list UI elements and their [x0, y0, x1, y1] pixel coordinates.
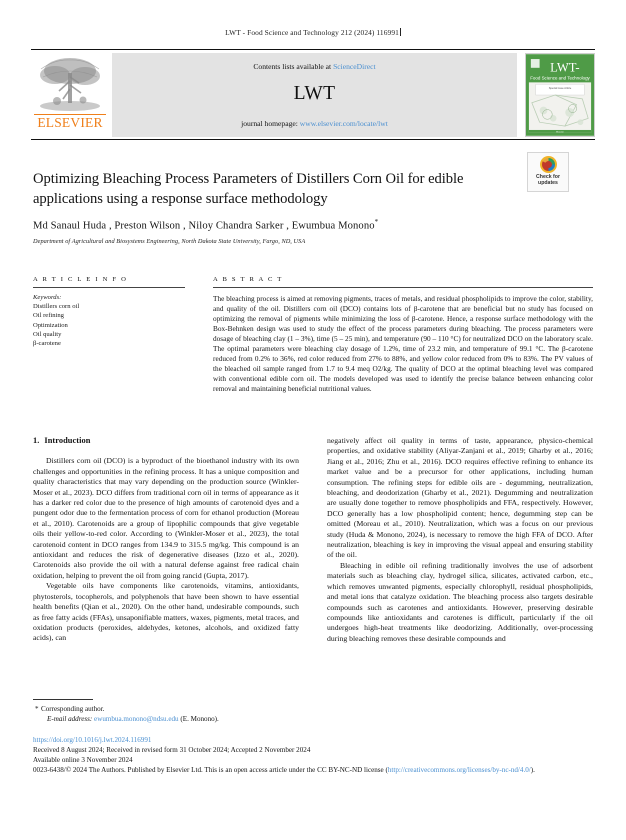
journal-cover-image — [526, 54, 594, 136]
copyright-line — [33, 765, 593, 775]
copyright-suffix: ). — [530, 766, 535, 775]
publication-metadata — [33, 735, 593, 776]
author-list — [33, 218, 573, 232]
available-online: Available online 3 November 2024 — [33, 756, 133, 765]
journal-banner — [31, 53, 595, 137]
elsevier-logo — [31, 53, 109, 137]
corresponding-author-note — [33, 704, 593, 714]
contents-prefix: Contents lists available at — [253, 62, 334, 71]
paragraph: Vegetable oils have components like carotenoids, vitamins, antioxidants, phytosterols, tocopherols, and polyphenols that have been shown to have essential health benefits (Qian et al., 2020). On the other hand, undesirable compounds, such as free fatty acids (FFAs), unsaponifiable matters, waxes, pigments, metal traces, and oxidation products (peroxides, aldehydes, ketones, alcohols, and oxidized fatty acids), can — [33, 581, 299, 643]
paragraph: Bleaching in edible oil refining traditionally involves the use of adsorbent materials such as bleaching clay, hydrogel silica, silicates, activated carbon, etc., which removes unwanted pigments, especially chlorophyll, residual phospholipids, and metal ions that catalyze oxidation. The bleaching process also targets desirable compounds such as carotenes and antioxidants. However, preserving desirable compounds like antioxidants and carotenes is difficult, particularly if the oil undergoes high-heat treatments like deodorizing. Additionally, over-processing during bleaching removes these desirable compounds and — [327, 560, 593, 643]
body-column-right — [327, 436, 593, 644]
corresponding-author-text: Corresponding author. — [41, 705, 105, 713]
abstract-column — [213, 276, 593, 394]
article-info-rule — [33, 287, 185, 288]
elsevier-wordmark: ELSEVIER — [37, 115, 103, 130]
abstract-rule — [213, 287, 593, 288]
paragraph: Distillers corn oil (DCO) is a byproduct of the bioethanol industry with its own challenges and opportunities in the refining process. It has a unique composition and quality characteristics that may vary depending on the production source (Winkler-Moser et al., 2023). DCO differs from traditional corn oil in terms of appearance as it has a darker red color due to the presence of high amounts of carotenoid dyes and a pungent odor due to the fermentation process of corn for ethanol production (Moreau et al., 2010). Carotenoids are a group of lipophilic compounds that give vegetable oils their yellow-to-red color. According to (Winkler-Moser et al., 2023), the total carotenoid content in DCO ranges from 134.9 to 315.5 mg/kg. This compound is an antioxidant and reduces the risk of degenerative diseases (Izzo et al., 2020). Carotenoids also provide the oil with a natural defense against free radical chain oxidation, helping to prevent the oil from going rancid (Gupta, 2017). — [33, 456, 299, 580]
svg-text:LWT-: LWT- — [550, 60, 580, 75]
journal-banner-center — [112, 53, 517, 137]
svg-text:Elsevier: Elsevier — [556, 131, 564, 134]
body-columns — [33, 436, 593, 711]
article-info-column — [33, 276, 185, 348]
crossmark-line1: Check for — [536, 174, 560, 180]
keywords-block — [33, 293, 185, 348]
affiliation: Department of Agricultural and Biosystems Engineering, North Dakota State University, Fargo, ND, USA — [33, 238, 306, 245]
footnote-star: * — [35, 705, 39, 713]
svg-text:Special Issue Article: Special Issue Article — [548, 87, 572, 91]
page-footer — [33, 704, 593, 776]
copyright-text: 0023-6438/© 2024 The Authors. Published by Elsevier Ltd. This is an open access article under the CC BY-NC-ND license ( — [33, 766, 388, 775]
keyword-item: Oil refining — [33, 312, 64, 320]
elsevier-tree-icon — [35, 55, 105, 117]
crossmark-line2: updates — [538, 180, 558, 186]
journal-cover-thumbnail — [525, 53, 595, 137]
section-heading — [33, 436, 299, 446]
keyword-item: Optimization — [33, 321, 68, 329]
running-head-text: LWT - Food Science and Technology 212 (2024) 116991 — [225, 28, 399, 37]
keyword-item: Oil quality — [33, 330, 62, 338]
paragraph: negatively affect oil quality in terms of taste, appearance, physico-chemical properties, and oxidative stability (Aliyar-Zanjani et al., 2019; Gharby et al., 2016; Jiang et al., 2016; Zhu et al., 2016). DCO requires effective refining to enhance its market value and be a precursor for other applications, including human consumption. The refining steps for edible oils are - degumming, neutralization, bleaching, and deodorization (Gharby et al., 2021). Degumming and neutralization are usually done together to remove phospholipids and FFA, respectively. However, DCO generally has a low phospholipid content; hence, degumming step can be omitted (Moreau et al., 2010). Neutralization, which was a focus on our previous study (Huda & Monono, 2024), is necessary to remove the high FFA of DCO. After neutralization, bleaching is key in improving the visual appeal and ensuring stability of the oil. — [327, 436, 593, 560]
email-link[interactable]: ewumbua.monono@ndsu.edu — [94, 715, 179, 724]
email-suffix: (E. Monono). — [180, 715, 219, 724]
keyword-item: Distillers corn oil — [33, 303, 80, 311]
svg-text:Food Science and Technology: Food Science and Technology — [530, 75, 590, 81]
email-label: E-mail address: — [47, 715, 93, 724]
journal-name: LWT — [293, 83, 336, 104]
journal-homepage-link[interactable]: www.elsevier.com/locate/lwt — [299, 119, 388, 128]
license-link[interactable]: http://creativecommons.org/licenses/by-nc-nd/4.0/ — [387, 766, 531, 775]
corresponding-author-marker: * — [374, 218, 379, 226]
homepage-prefix: journal homepage: — [241, 119, 300, 128]
crossmark-badge[interactable] — [527, 152, 569, 192]
author-names: Md Sanaul Huda , Preston Wilson , Niloy Chandra Sarker , Ewumbua Monono — [33, 220, 375, 232]
text-cursor — [400, 28, 401, 36]
footnote-rule — [33, 699, 93, 700]
email-line — [47, 714, 593, 724]
article-info-heading: A R T I C L E I N F O — [33, 276, 128, 283]
keywords-label: Keywords: — [33, 294, 62, 301]
sciencedirect-link[interactable]: ScienceDirect — [333, 62, 376, 71]
received-dates: Received 8 August 2024; Received in revised form 31 October 2024; Accepted 2 November 2024 — [33, 745, 311, 754]
running-head — [0, 28, 626, 37]
abstract-heading: A B S T R A C T — [213, 276, 284, 283]
keyword-item: β-carotene — [33, 340, 61, 348]
journal-homepage-line — [112, 119, 517, 128]
header-rule-top — [31, 49, 595, 50]
page-title: Optimizing Bleaching Process Parameters of Distillers Corn Oil for edible applications using a response surface methodology — [33, 171, 464, 207]
section-number: 1. — [33, 436, 40, 445]
contents-line — [112, 62, 517, 71]
body-column-left — [33, 436, 299, 644]
section-title: Introduction — [44, 436, 91, 445]
header-rule-bottom — [31, 139, 595, 140]
abstract-text: The bleaching process is aimed at removing pigments, traces of metals, and residual phospholipids to improve the color, stability, and quality of the oil. Distillers corn oil (DCO) contains lots of β-carotene that are beneficial but no study has focused on optimizing the removal of pigments while minimizing the loss of β-carotene. Hence, a response surface methodology with the Box-Behnken design was used to study the effect of the process parameters during bleaching. The process parameters were dosage of bleaching clay (1 – 3%), time (5 – 25 min), and temperature (90 – 110 °C) for neutralized DCO on the laboratory scale. The optimal parameters were bleaching clay dosage of 1.2%, time of 23.2 min, and temperature of 99.1 °C. The β-carotene reduced from 0.2% to 36%, red color reduced from 27% to 88%, and yellow color reduced from 0% to 83%. The PV values of the bleached oil sample ranged from 1.7 to 9.4 meq O2/kg. The quality of DCO at the optimal bleaching level was compared with conventional edible corn oil. The models developed was used to identify the precise balance between enhancing color removal and maintaining beneficial nutritional values. — [213, 295, 593, 394]
crossmark-icon — [540, 156, 557, 173]
doi-link[interactable]: https://doi.org/10.1016/j.lwt.2024.116991 — [33, 735, 152, 744]
